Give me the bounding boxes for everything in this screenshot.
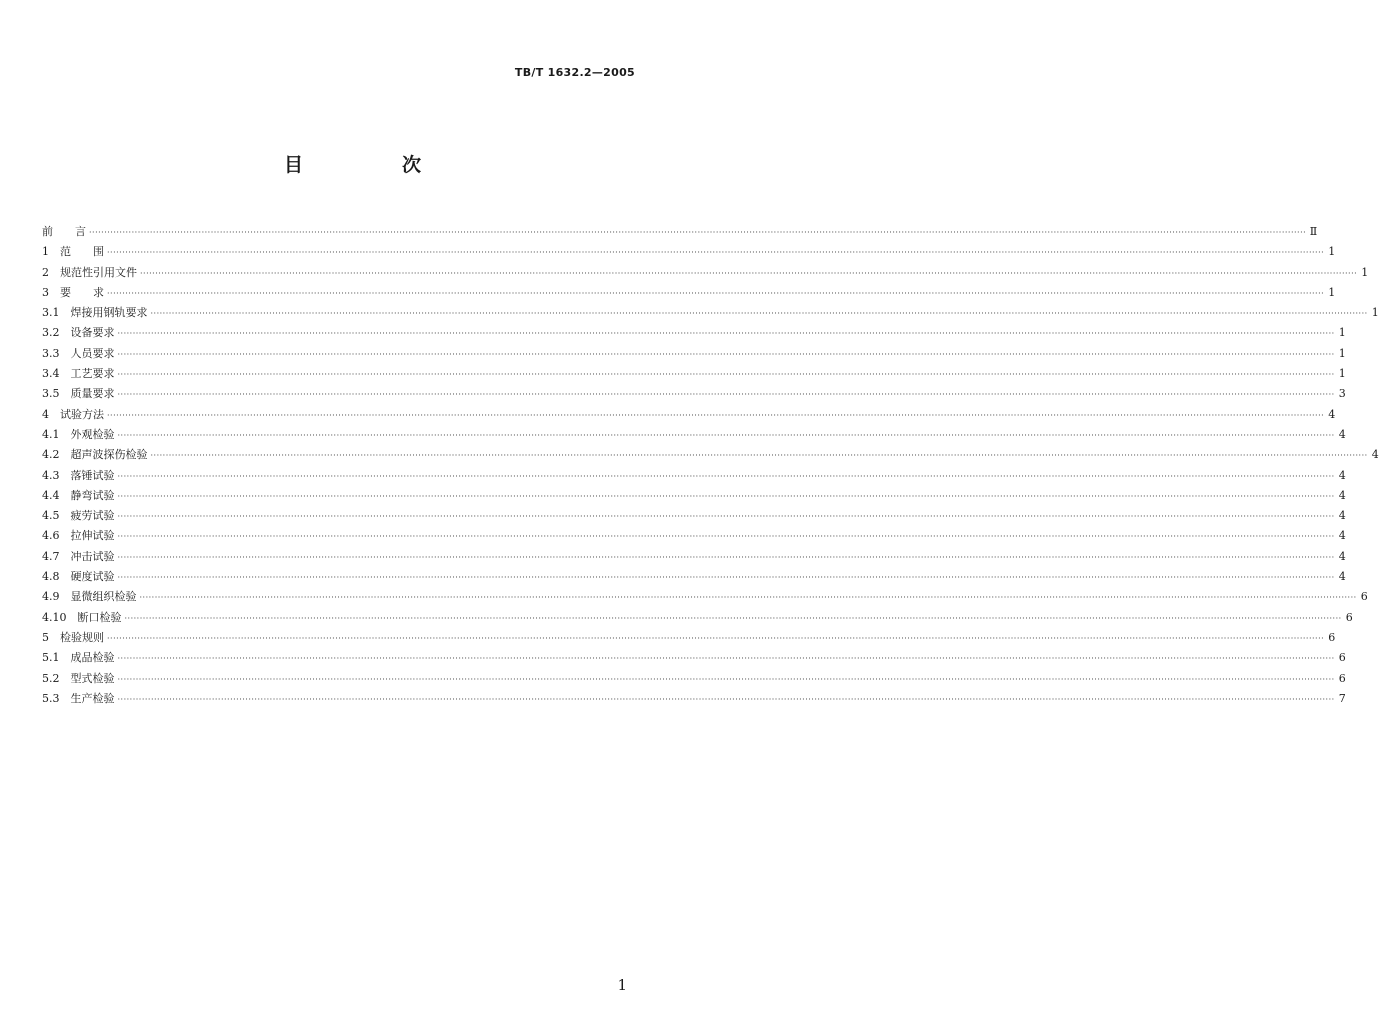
table-of-contents <box>42 222 1379 709</box>
toc-entry-page: 1 <box>1371 306 1379 320</box>
toc-entry[interactable] <box>42 689 1346 709</box>
toc-entry[interactable] <box>42 222 1318 242</box>
toc-entry-label: 5 检验规则 <box>42 630 104 644</box>
toc-entry-page: 6 <box>1338 651 1346 665</box>
toc-entry-label: 4.9 显微组织检验 <box>42 590 137 604</box>
toc-entry-page: 4 <box>1338 468 1346 482</box>
toc-entry-page: 1 <box>1328 285 1336 299</box>
toc-leader-dots: ················································································································································································································································································································································································································ <box>117 573 1335 583</box>
toc-entry[interactable] <box>42 364 1346 384</box>
toc-leader-dots: ················································································································································································································································································································································································································ <box>150 451 1368 461</box>
toc-entry[interactable] <box>42 547 1346 567</box>
toc-entry-label: 5.1 成品检验 <box>42 651 115 665</box>
toc-leader-dots: ················································································································································································································································································································································································································ <box>117 430 1335 440</box>
toc-leader-dots: ················································································································································································································································································································································································································ <box>107 248 1325 258</box>
toc-leader-dots: ················································································································································································································································································································································································································ <box>117 654 1335 664</box>
toc-entry-page: 4 <box>1338 509 1346 523</box>
toc-entry[interactable] <box>42 323 1346 343</box>
toc-leader-dots: ················································································································································································································································································································································································································ <box>124 613 1342 623</box>
toc-entry[interactable] <box>42 526 1346 546</box>
toc-entry-page: 7 <box>1338 691 1346 705</box>
toc-entry-page: 4 <box>1338 529 1346 543</box>
toc-entry-label: 4.8 硬度试验 <box>42 570 115 584</box>
toc-entry-page: 1 <box>1338 346 1346 360</box>
toc-entry[interactable] <box>42 263 1369 283</box>
toc-entry-page: 4 <box>1328 407 1336 421</box>
toc-entry[interactable] <box>42 486 1346 506</box>
toc-entry-page: 1 <box>1328 245 1336 259</box>
toc-leader-dots: ················································································································································································································································································································································································································ <box>117 674 1335 684</box>
toc-leader-dots: ················································································································································································································································································································································································································ <box>117 532 1335 542</box>
toc-entry[interactable] <box>42 344 1346 364</box>
toc-entry[interactable] <box>42 506 1346 526</box>
toc-entry[interactable] <box>42 648 1346 668</box>
toc-entry-label: 5.3 生产检验 <box>42 691 115 705</box>
toc-leader-dots: ················································································································································································································································································································································································································ <box>117 491 1335 501</box>
toc-entry[interactable] <box>42 445 1379 465</box>
toc-entry-page: 3 <box>1338 387 1346 401</box>
toc-entry-page: 4 <box>1338 427 1346 441</box>
toc-entry[interactable] <box>42 283 1336 303</box>
toc-leader-dots: ················································································································································································································································································································································································································ <box>117 370 1335 380</box>
toc-entry-label: 前 言 <box>42 225 86 238</box>
standard-code: TB/T 1632.2—2005 <box>514 66 635 79</box>
toc-entry-label: 4.6 拉伸试验 <box>42 529 115 543</box>
toc-entry[interactable] <box>42 608 1353 628</box>
toc-entry-label: 4.4 静弯试验 <box>42 488 115 502</box>
toc-leader-dots: ················································································································································································································································································································································································································ <box>107 633 1325 643</box>
toc-entry-page: 4 <box>1371 448 1379 462</box>
toc-entry[interactable] <box>42 669 1346 689</box>
toc-entry-label: 3.5 质量要求 <box>42 387 115 401</box>
toc-leader-dots: ················································································································································································································································································································································································································ <box>117 390 1335 400</box>
toc-entry-page: 6 <box>1360 590 1368 604</box>
toc-leader-dots: ················································································································································································································································································································································································································ <box>89 228 1307 237</box>
toc-entry-page: 4 <box>1338 570 1346 584</box>
toc-entry-label: 3.2 设备要求 <box>42 326 115 340</box>
toc-entry-label: 3.1 焊接用钢轨要求 <box>42 306 148 320</box>
toc-entry-page: Ⅱ <box>1309 225 1318 238</box>
toc-leader-dots: ················································································································································································································································································································································································································ <box>117 349 1335 359</box>
toc-entry-label: 4.5 疲劳试验 <box>42 509 115 523</box>
toc-leader-dots: ················································································································································································································································································································································································································ <box>117 694 1335 704</box>
toc-entry[interactable] <box>42 466 1346 486</box>
toc-entry-label: 4.3 落锤试验 <box>42 468 115 482</box>
toc-entry-page: 6 <box>1338 671 1346 685</box>
toc-entry-page: 1 <box>1361 265 1369 279</box>
toc-entry-label: 5.2 型式检验 <box>42 671 115 685</box>
toc-leader-dots: ················································································································································································································································································································································································································ <box>150 309 1368 319</box>
toc-entry-label: 4.1 外观检验 <box>42 427 115 441</box>
toc-entry[interactable] <box>42 628 1336 648</box>
toc-entry[interactable] <box>42 587 1368 607</box>
toc-entry-label: 2 规范性引用文件 <box>42 265 137 279</box>
toc-entry-label: 3.4 工艺要求 <box>42 367 115 381</box>
page-title: 目 次 <box>283 154 461 176</box>
toc-entry[interactable] <box>42 384 1346 404</box>
toc-entry[interactable] <box>42 567 1346 587</box>
toc-entry[interactable] <box>42 303 1379 323</box>
toc-entry-page: 1 <box>1338 326 1346 340</box>
toc-entry-page: 4 <box>1338 549 1346 563</box>
toc-entry[interactable] <box>42 425 1346 445</box>
toc-entry-page: 4 <box>1338 488 1346 502</box>
toc-leader-dots: ················································································································································································································································································································································································································ <box>117 329 1335 339</box>
toc-entry-page: 1 <box>1338 367 1346 381</box>
toc-leader-dots: ················································································································································································································································································································································································································ <box>107 410 1325 420</box>
toc-leader-dots: ················································································································································································································································································································································································································ <box>107 288 1325 298</box>
page-number: 1 <box>617 976 627 994</box>
toc-entry-label: 3 要 求 <box>42 285 104 299</box>
toc-leader-dots: ················································································································································································································································································································································································································ <box>117 512 1335 522</box>
toc-entry-page: 6 <box>1345 610 1353 624</box>
toc-leader-dots: ················································································································································································································································································································································································································ <box>117 552 1335 562</box>
toc-entry[interactable] <box>42 405 1336 425</box>
toc-entry-label: 4 试验方法 <box>42 407 104 421</box>
toc-entry-label: 4.7 冲击试验 <box>42 549 115 563</box>
toc-entry-page: 6 <box>1328 630 1336 644</box>
toc-leader-dots: ················································································································································································································································································································································································································ <box>117 471 1335 481</box>
toc-entry-label: 4.10 断口检验 <box>42 610 122 624</box>
toc-entry-label: 1 范 围 <box>42 245 104 259</box>
toc-entry-label: 4.2 超声波探伤检验 <box>42 448 148 462</box>
toc-entry[interactable] <box>42 242 1336 262</box>
toc-leader-dots: ················································································································································································································································································································································································································ <box>139 593 1357 603</box>
toc-leader-dots: ················································································································································································································································································································································································································ <box>140 268 1358 278</box>
toc-entry-label: 3.3 人员要求 <box>42 346 115 360</box>
